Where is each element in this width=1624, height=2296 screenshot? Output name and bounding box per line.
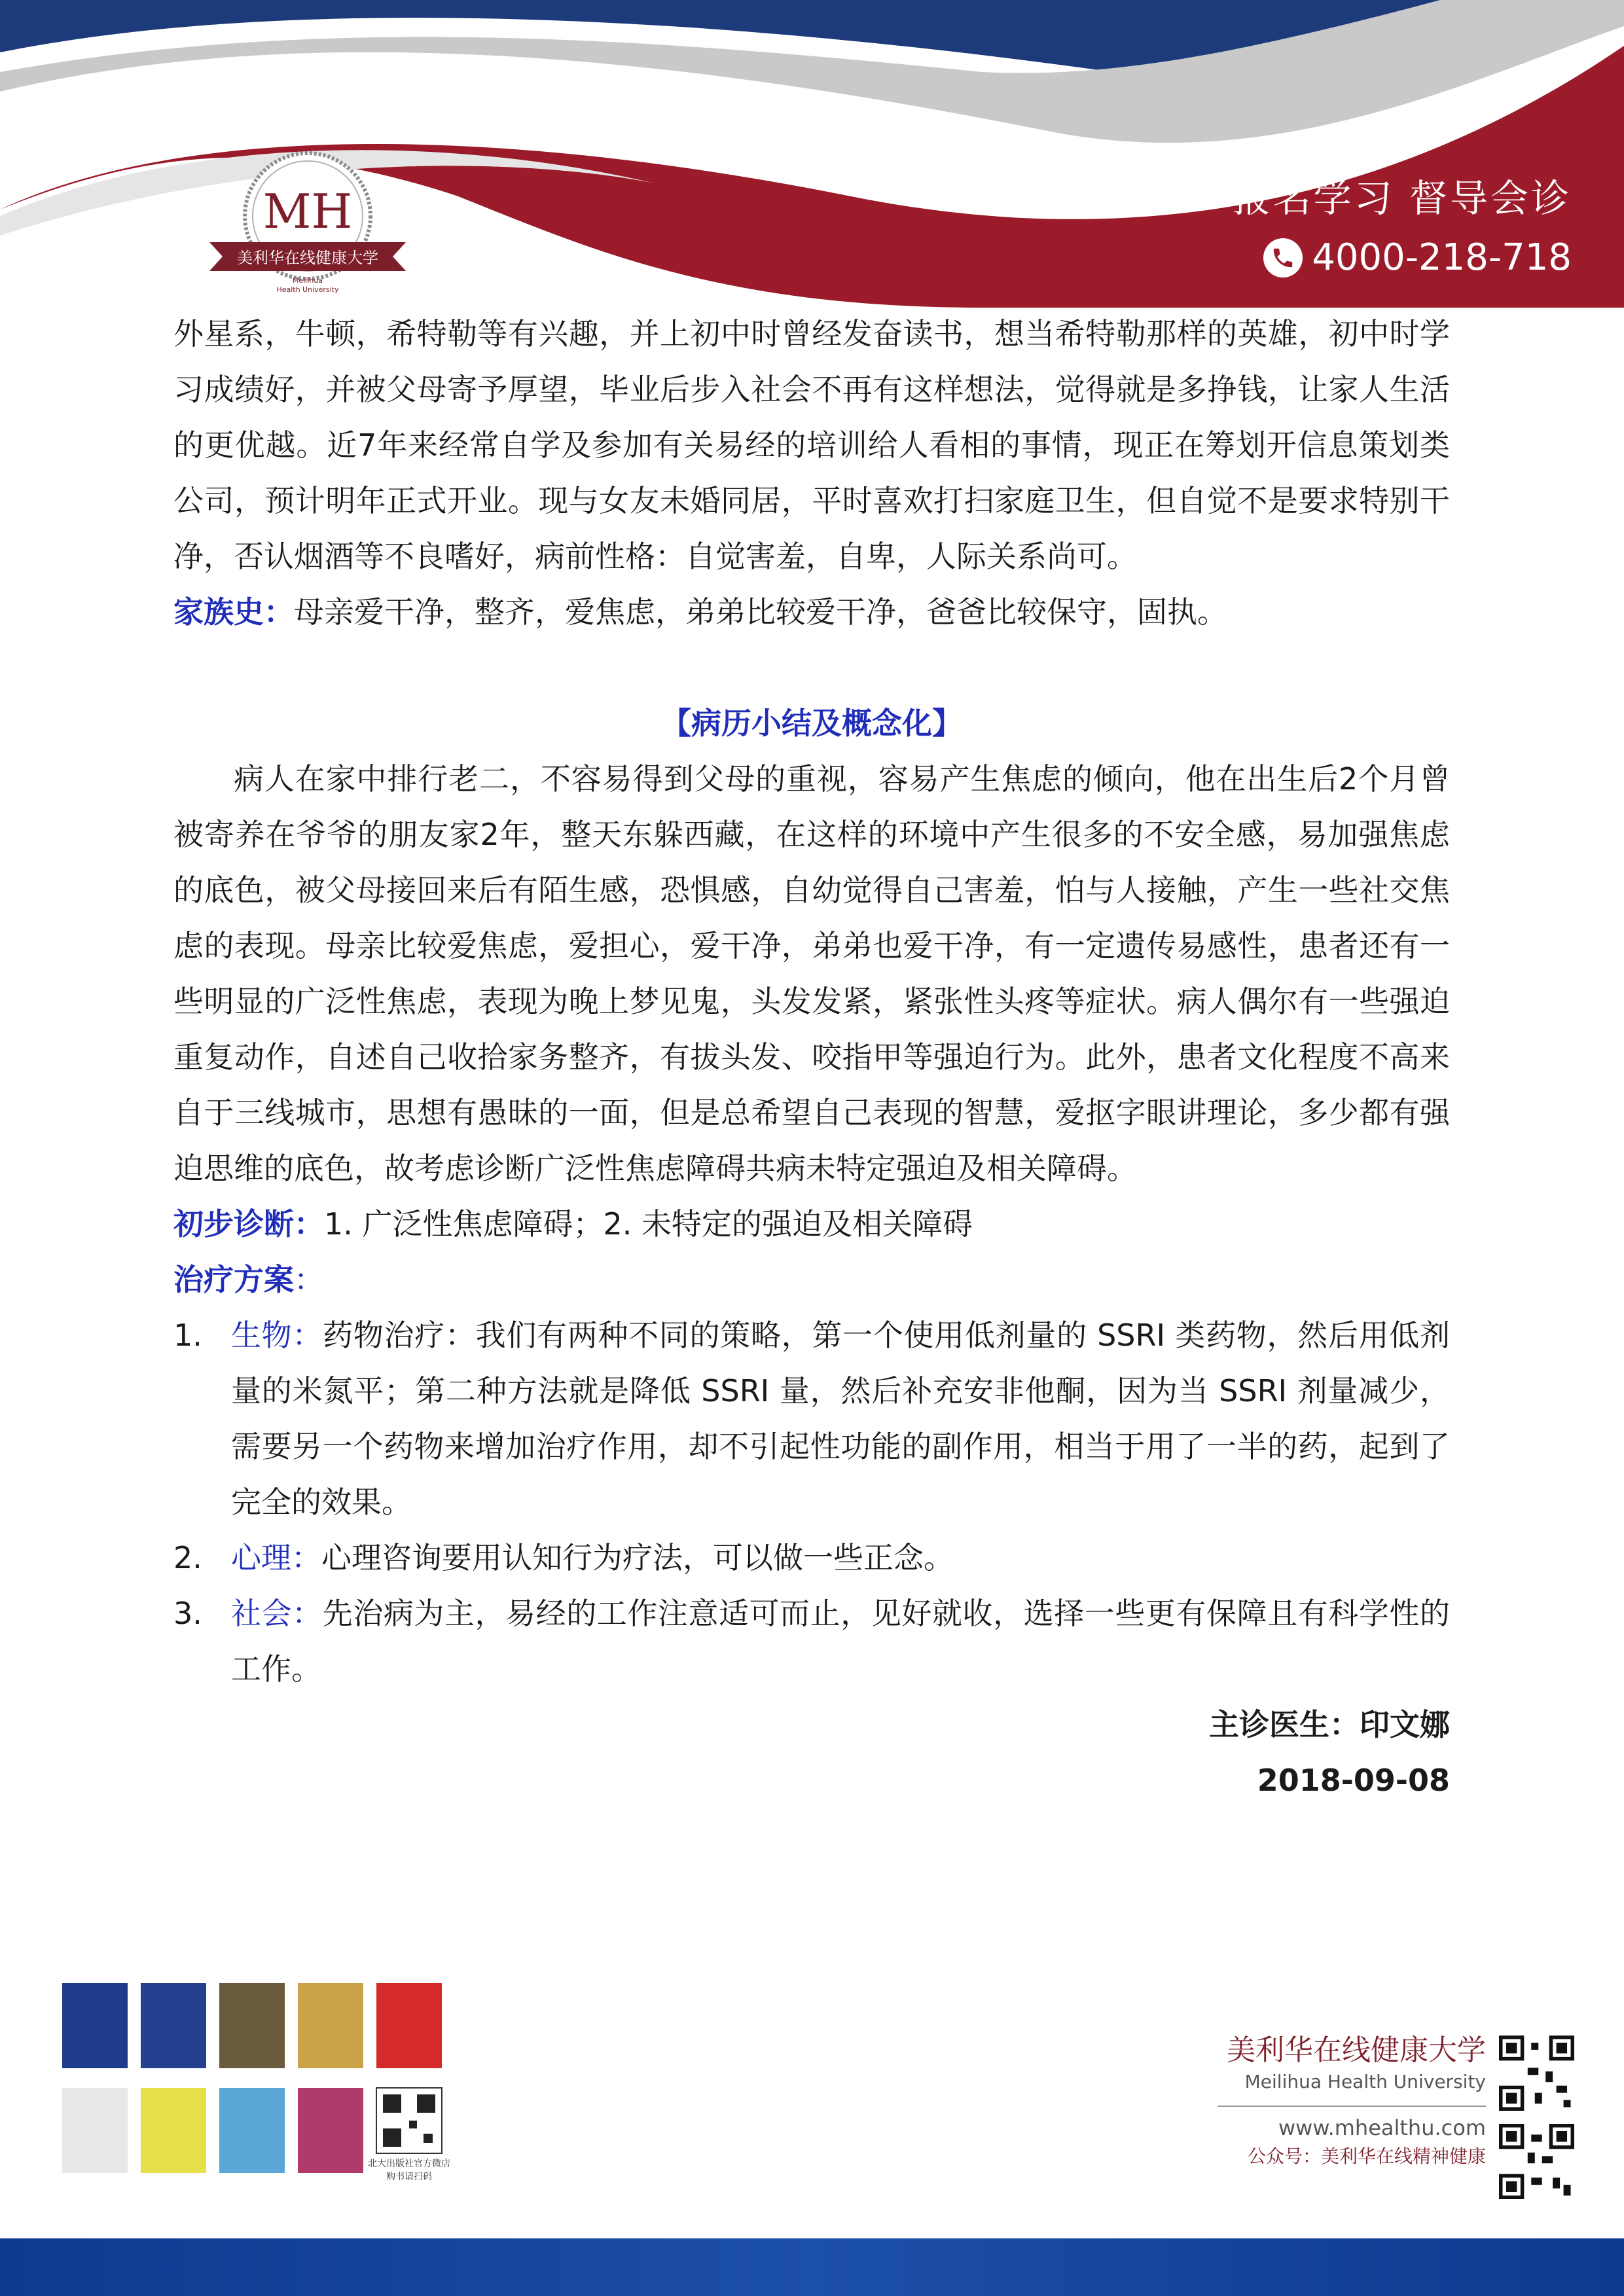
book-covers-collage (62, 1983, 468, 2193)
diagnosis-text: 1. 广泛性焦虑障碍；2. 未特定的强迫及相关障碍 (324, 1206, 973, 1242)
footer-wechat: 公众号：美利华在线精神健康 (1247, 2145, 1486, 2167)
diagnosis-line (173, 1196, 1450, 1252)
footer-website: www.mhealthu.com (1218, 2106, 1486, 2144)
summary-section-title: 【病历小结及概念化】 (661, 706, 962, 741)
footer-brand-cn: 美利华在线健康大学 (1227, 2034, 1486, 2067)
footer-brand (1218, 2032, 1486, 2170)
qr-code-icon (1499, 2124, 1574, 2199)
list-item (173, 1308, 1450, 1530)
treatment-heading (173, 1252, 1450, 1308)
family-history-text: 母亲爱干净，整齐，爱焦虑，弟弟比较爱干净，爸爸比较保守，固执。 (294, 594, 1227, 630)
svg-text:美利华在线健康大学: 美利华在线健康大学 (237, 249, 378, 267)
attending-doctor: 主诊医生：印文娜 (1209, 1707, 1450, 1742)
books-caption-2: 购书请扫码 (386, 2172, 432, 2182)
plan-label: 社会： (231, 1596, 323, 1631)
plan-text: 心理咨询要用认知行为疗法，可以做一些正念。 (321, 1540, 954, 1575)
phone-row (1205, 235, 1572, 281)
family-history-line (173, 584, 1450, 640)
header-phone: 4000-218-718 (1312, 236, 1572, 279)
plan-text: 先治病为主，易经的工作注意适可而止，见好就收，选择一些更有保障且有科学性的工作。 (231, 1596, 1451, 1687)
personal-history-paragraph: 外星系，牛顿，希特勒等有兴趣，并上初中时曾经发奋读书，想当希特勒那样的英雄，初中时学习成绩好，并被父母寄予厚望，毕业后步入社会不再有这样想法，觉得就是多挣钱，让家人生活的更优越。近7年来经常自学及参加有关易经的培训给人看相的事情，现正在筹划开信息策划类公司，预计明年正式开业。现与女友未婚同居，平时喜欢打扫家庭卫生，但自觉不是要求特别干净，否认烟酒等不良嗜好，病前性格：自觉害羞，自卑，人际关系尚可。 (173, 316, 1450, 574)
report-date: 2018-09-08 (1257, 1763, 1450, 1798)
qr-code-icon (1499, 2036, 1574, 2111)
plan-label: 心理： (231, 1540, 321, 1575)
mh-university-logo (196, 151, 419, 301)
footer-brand-en: Meilihua Health University (1244, 2071, 1486, 2092)
header-tagline: 报名学习 督导会诊 (1232, 176, 1572, 221)
list-item (173, 1530, 1450, 1586)
case-document-body (173, 306, 1450, 1808)
plan-body (231, 1530, 1450, 1586)
plan-body (231, 1308, 1450, 1530)
header-contact (1205, 173, 1572, 281)
plan-number: 3. (173, 1596, 202, 1631)
family-history-label: 家族史： (173, 594, 294, 630)
plan-label: 生物： (231, 1318, 323, 1353)
plan-number: 2. (173, 1540, 202, 1575)
plan-text: 药物治疗：我们有两种不同的策略，第一个使用低剂量的 SSRI 类药物，然后用低剂量的米氮平；第二种方法就是降低 SSRI 量，然后补充安非他酮，因为当 SSRI 剂量减少，需要另一个药物来增加治疗作用，却不引起性功能的副作用，相当于用了一半的药，起到了完全的效果。 (231, 1318, 1451, 1520)
treatment-plan-list (173, 1308, 1450, 1697)
svg-text:Meilihua: Meilihua (292, 276, 323, 285)
treatment-colon: ： (294, 1262, 324, 1297)
svg-text:MH: MH (262, 184, 353, 239)
diagnosis-label: 初步诊断： (173, 1206, 324, 1242)
phone-icon (1263, 238, 1303, 278)
plan-number: 1. (173, 1318, 202, 1353)
svg-text:Health University: Health University (276, 285, 339, 294)
footer-bar (0, 2238, 1624, 2296)
treatment-label: 治疗方案 (173, 1262, 294, 1297)
list-item (173, 1586, 1450, 1697)
plan-body (231, 1586, 1450, 1697)
summary-paragraph: 病人在家中排行老二，不容易得到父母的重视，容易产生焦虑的倾向，他在出生后2个月曾被寄养在爷爷的朋友家2年，整天东躲西藏，在这样的环境中产生很多的不安全感，易加强焦虑的底色，被父母接回来后有陌生感，恐惧感，自幼觉得自己害羞，怕与人接触，产生一些社交焦虑的表现。母亲比较爱焦虑，爱担心，爱干净，弟弟也爱干净，有一定遗传易感性，患者还有一些明显的广泛性焦虑，表现为晚上梦见鬼，头发发紧，紧张性头疼等症状。病人偶尔有一些强迫重复动作，自述自己收拾家务整齐，有拔头发、咬指甲等强迫行为。此外，患者文化程度不高来自于三线城市，思想有愚昧的一面，但是总希望自己表现的智慧，爱抠字眼讲理论，多少都有强迫思维的底色，故考虑诊断广泛性焦虑障碍共病未特定强迫及相关障碍。 (173, 761, 1450, 1186)
books-caption-1: 北大出版社官方微店 (368, 2159, 450, 2169)
